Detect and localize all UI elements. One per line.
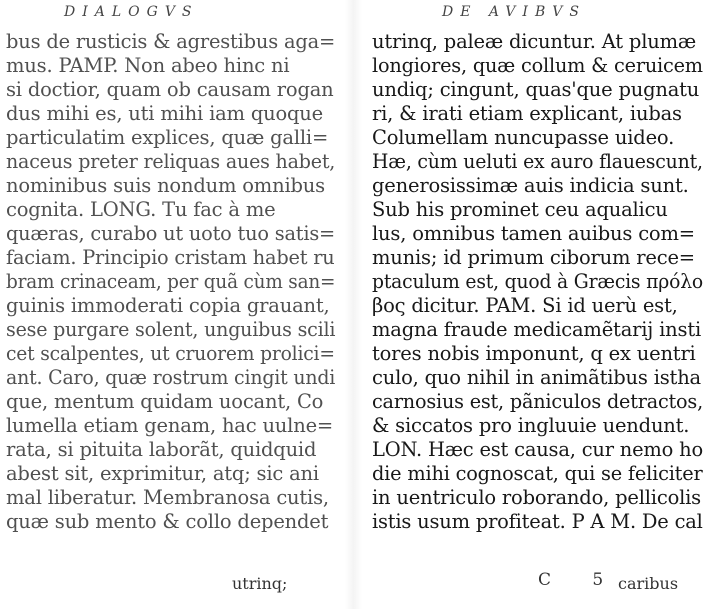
- right-text-line: Hæ, cùm ueluti ex auro flauescunt,: [372, 150, 703, 173]
- left-page: [0, 0, 345, 609]
- right-text-line: magna fraude medicamẽtarij insti: [372, 318, 701, 341]
- left-text-line: que, mentum quidam uocant, Co: [6, 390, 324, 413]
- right-running-head: DE AVIBVS: [442, 4, 586, 20]
- left-text-line: bus de rusticis & agrestibus aga=: [6, 30, 336, 53]
- right-text-line: utrinq, paleæ dicuntur. At plumæ: [372, 30, 697, 53]
- right-text-line: carnosius est, pãniculos detractos,: [372, 390, 703, 413]
- left-text-line: rata, si pituita laborãt, quidquid: [6, 438, 317, 461]
- left-text-line: lumella etiam genam, hac uulne=: [6, 414, 334, 437]
- left-text-line: sese purgare solent, unguibus scili: [6, 318, 336, 341]
- right-text-line: die mihi cognoscat, qui se feliciter: [372, 462, 703, 485]
- left-text-line: abest sit, exprimitur, atq; sic ani: [6, 462, 319, 485]
- book-gutter: [345, 0, 362, 609]
- right-page: [362, 0, 709, 609]
- left-catchword: utrinq;: [232, 574, 288, 593]
- right-text-line: tores nobis imponunt, q ex uentri: [372, 342, 696, 365]
- left-text-line: quæ sub mento & collo dependet: [6, 510, 329, 533]
- left-text-line: dus mihi es, uti mihi iam quoque: [6, 102, 323, 125]
- left-text-line: cognita. LONG. Tu fac à me: [6, 198, 276, 221]
- left-text-line: mus. PAMP. Non abeo hinc ni: [6, 54, 290, 77]
- left-text-block: [6, 30, 345, 534]
- right-text-line: generosissimæ auis indicia sunt.: [372, 174, 689, 197]
- left-text-line: bram crinaceam, per quã cùm san=: [6, 270, 336, 293]
- left-text-line: particulatim explices, quæ galli=: [6, 126, 329, 149]
- left-text-line: nominibus suis nondum omnibus: [6, 174, 325, 197]
- right-text-line: ptaculum est, quod à Græcis πρόλο: [372, 270, 704, 293]
- right-text-line: Columellam nuncupasse uideo.: [372, 126, 675, 149]
- right-text-block: [372, 30, 709, 534]
- left-text-line: naceus preter reliquas aues habet,: [6, 150, 336, 173]
- left-running-head: DIALOGVS: [64, 4, 199, 20]
- left-text-line: si doctior, quam ob causam rogan: [6, 78, 334, 101]
- signature-mark: C 5: [538, 570, 622, 590]
- left-text-line: mal liberatur. Membranosa cutis,: [6, 486, 329, 509]
- right-catchword: caribus: [618, 574, 679, 593]
- right-text-line: istis usum profiteat. P A M. De cal: [372, 510, 703, 533]
- left-text-line: faciam. Principio cristam habet ru: [6, 246, 335, 269]
- right-text-line: undiq; cingunt, quas'que pugnatu: [372, 78, 700, 101]
- right-text-line: βος dicitur. PAM. Si id uerù est,: [372, 294, 678, 317]
- right-text-line: in uentriculo roborando, pellicolis: [372, 486, 701, 509]
- right-text-line: longiores, quæ collum & ceruicem: [372, 54, 703, 77]
- left-text-line: ant. Caro, quæ rostrum cingit undi: [6, 366, 336, 389]
- left-text-line: guinis immoderati copia grauant,: [6, 294, 330, 317]
- left-text-line: quæras, curabo ut uoto tuo satis=: [6, 222, 336, 245]
- right-text-line: lus, omnibus tamen auibus com=: [372, 222, 695, 245]
- right-text-line: & siccatos pro ingluuie uendunt.: [372, 414, 690, 437]
- right-text-line: Sub his prominet ceu aqualicu: [372, 198, 668, 221]
- left-text-line: cet scalpentes, ut cruorem prolici=: [6, 342, 335, 365]
- right-text-line: ri, & irati etiam explicant, iubas: [372, 102, 682, 125]
- right-text-line: culo, quo nihil in animãtibus istha: [372, 366, 701, 389]
- right-text-line: LON. Hæc est causa, cur nemo ho: [372, 438, 703, 461]
- right-text-line: munis; id primum ciborum rece=: [372, 246, 695, 269]
